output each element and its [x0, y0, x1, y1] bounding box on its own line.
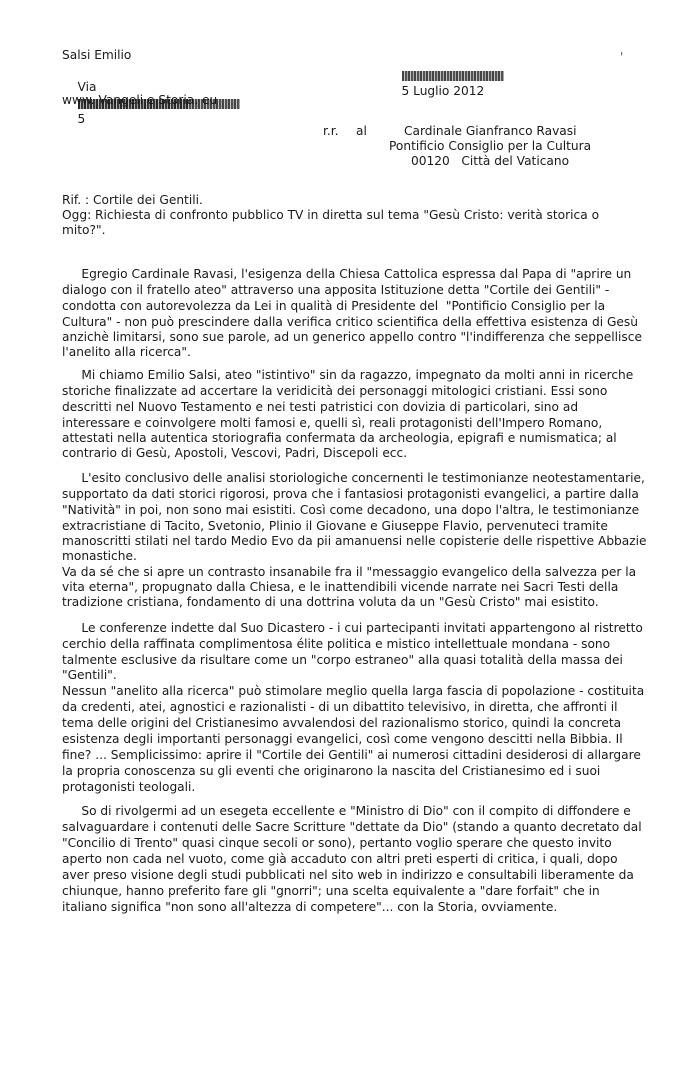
date-text: 5 Luglio 2012 — [401, 84, 485, 98]
body-line: condotta con autorevolezza da Lei in qualità di Presidente del "Pontificio Consiglio per la — [62, 299, 606, 313]
body-line: attestati nella autentica storiografia confermata da archeologia, epigrafi e numismatica; al — [62, 431, 617, 445]
body-line: l'anelito alla ricerca". — [62, 345, 191, 359]
reference-line: Rif. : Cortile dei Gentili. — [62, 193, 203, 207]
sender-website: www. Vangeli e Storia. eu — [62, 93, 218, 107]
body-line: la propria conoscenza su gli eventi che originarono la nascita del Cristianesimo ed i suoi — [62, 764, 601, 778]
body-line: L'esito conclusivo delle analisi storiologiche concernenti le testimonianze neotestamentarie, — [62, 471, 645, 485]
body-line: vita eterna", propugnato dalla Chiesa, e le inattendibili vicende narrate nei Sacri Testi della — [62, 580, 619, 594]
delivery-method: r.r. — [323, 124, 339, 138]
body-line: manoscritti stilati nel tardo Medio Evo da pii amanuensi nelle copisterie delle rispettive Abbazie — [62, 534, 647, 548]
body-line: Va da sé che si apre un contrasto insanabile fra il "messaggio evangelico della salvezza per la — [62, 565, 637, 579]
sender-street-number: 5 — [77, 112, 86, 126]
date-line — [386, 51, 504, 115]
body-line: fine? ... Semplicissimo: aprire il "Cortile dei Gentili" ai numerosi cittadini desiderosi di allargare — [62, 748, 641, 762]
body-line: tema delle origini del Cristianesimo avvalendosi del razionalismo storico, quindi la concreta — [62, 716, 622, 730]
body-line: So di rivolgermi ad un esegeta eccellente e "Ministro di Dio" con il compito di diffondere e — [62, 804, 631, 818]
body-line: monastiche. — [62, 549, 137, 563]
body-line: esistenza degli importanti personaggi evangelici, così come vengono descitti nella Bibbia. Il — [62, 732, 623, 746]
subject-line: mito?". — [62, 223, 106, 237]
body-line: dialogo con il fratello ateo" attraverso una apposita Istituzione detta "Cortile dei Gentili" - — [62, 283, 610, 297]
body-line: Cultura" - non può prescindere dalla verifica critico scientifica della effettiva esistenza di Gesù — [62, 315, 638, 329]
body-line: tradizione cristiana, fondamento di una dottrina voluta da un "Gesù Cristo" mai esistito. — [62, 595, 599, 609]
body-line: Mi chiamo Emilio Salsi, ateo "istintivo" sin da ragazzo, impegnato da molti anni in ricerche — [62, 368, 634, 382]
body-line: extracristiane di Tacito, Svetonio, Plinio il Giovane e Giuseppe Flavio, pervenuteci tramite — [62, 519, 608, 533]
sender-street-prefix: Via — [77, 80, 97, 94]
body-line: cerchio della raffinata complimentosa élite politica e mistico intellettuale mondana - sono — [62, 637, 611, 651]
body-line: Le conferenze indette dal Suo Dicastero - i cui partecipanti invitati appartengono al ristretto — [62, 621, 643, 635]
body-line: Nessun "anelito alla ricerca" può stimolare meglio quella larga fascia di popolazione - costituita — [62, 684, 645, 698]
redacted-place — [402, 71, 504, 81]
recipient-line: Cardinale Gianfranco Ravasi — [404, 124, 577, 138]
body-line: salvaguardare i contenuti delle Sacre Scritture "dettate da Dio" (stando a quanto decretato dal — [62, 820, 642, 834]
body-line: anzichè limitarsi, sono sue parole, ad un generico appello contro "l'indifferenza che seppellisce — [62, 330, 642, 344]
body-line: descritti nel Nuovo Testamento e nei testi patristici con dovizia di particolari, sino ad — [62, 400, 579, 414]
corner-mark: ' — [620, 50, 624, 64]
body-line: storiche finalizzate ad accertare la veridicità dei personaggi mitologici cristiani. Essi sono — [62, 384, 608, 398]
subject-line: Ogg: Richiesta di confronto pubblico TV in diretta sul tema "Gesù Cristo: verità storica o — [62, 208, 600, 222]
body-line: Egregio Cardinale Ravasi, l'esigenza della Chiesa Cattolica espressa dal Papa di "aprire un — [62, 267, 632, 281]
body-line: interessare e coinvolgere molti famosi e, quelli sì, reali protagonisti dell'Impero Romano, — [62, 416, 603, 430]
body-line: italiano significa "non sono all'altezza di competere"... con la Storia, ovviamente. — [62, 900, 558, 914]
sender-name: Salsi Emilio — [62, 48, 132, 62]
body-line: talmente esclusive da risultare come un "corpo estraneo" alla quasi totalità della massa dei — [62, 653, 623, 667]
recipient-line: 00120 Città del Vaticano — [411, 154, 570, 168]
recipient-line: Pontificio Consiglio per la Cultura — [389, 139, 592, 153]
body-line: da credenti, atei, agnostici e razionalisti - di un dibattito televisivo, in diretta, che affronti il — [62, 700, 618, 714]
body-line: "Natività" in poi, non sono mai esistiti. Così come decadono, una dopo l'altra, le testimonianze — [62, 503, 640, 517]
body-line: protagonisti teologali. — [62, 780, 196, 794]
body-line: "Concilio di Trento" quasi cinque secoli or sono), pertanto voglio sperare che questo invito — [62, 836, 612, 850]
recipient-to: al — [356, 124, 367, 138]
body-line: chiunque, hanno preferito fare gli "gnorri"; una scelta equivalente a "dare forfait" che in — [62, 884, 600, 898]
body-line: "Gentili". — [62, 668, 117, 682]
body-line: supportato da dati storici rigorosi, prova che i fantasiosi protagonisti evangelici, a partire dalla — [62, 487, 639, 501]
body-line: contrario di Gesù, Apostoli, Vescovi, Padri, Discepoli ecc. — [62, 446, 408, 460]
body-line: aperto non cada nel vuoto, come già accaduto con altri preti esperti di critica, i quali, dopo — [62, 852, 618, 866]
body-line: aver preso visione degli studi pubblicati nel sito web in indirizzo e consultabili liberamente da — [62, 868, 634, 882]
